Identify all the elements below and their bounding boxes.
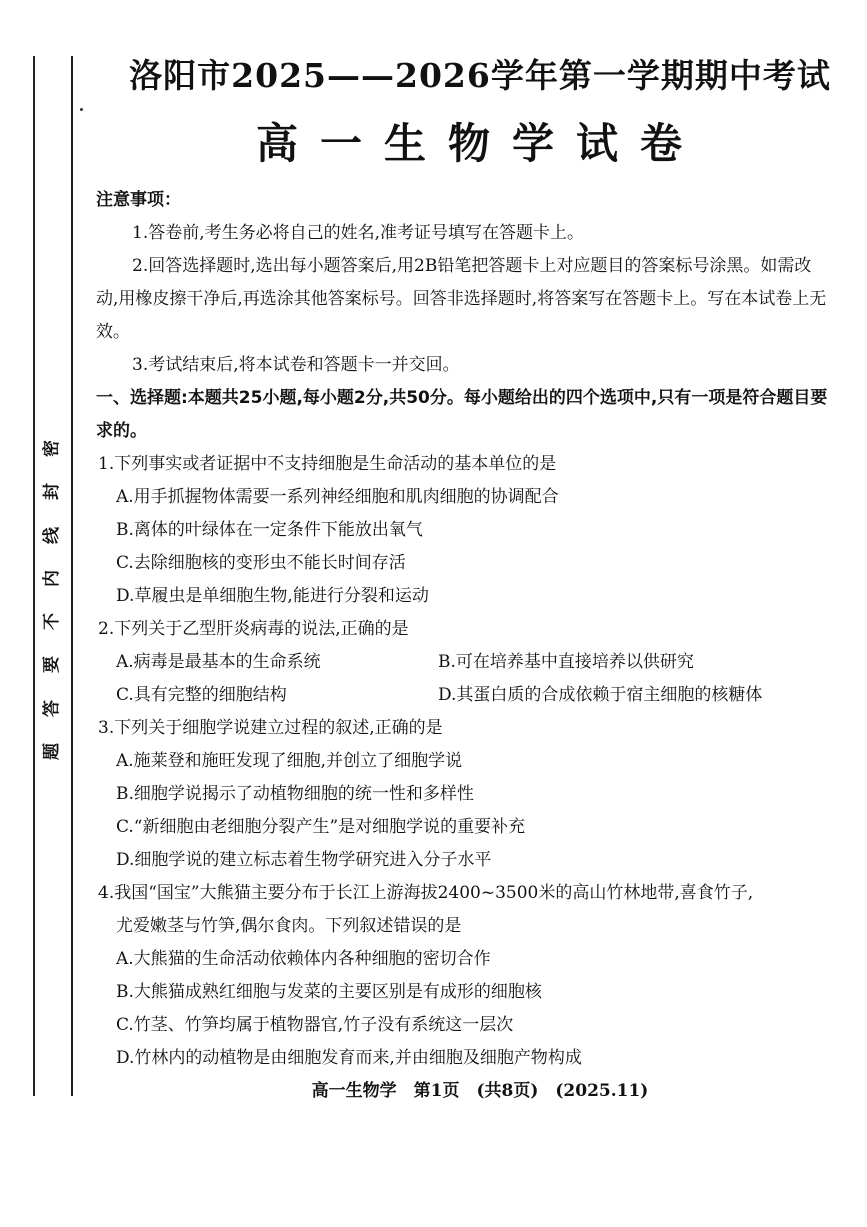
- question-option: D.细胞学说的建立标志着生物学研究进入分子水平: [116, 850, 492, 870]
- question-option: A.施莱登和施旺发现了细胞,并创立了细胞学说: [116, 751, 463, 771]
- question-stem: 1.下列事实或者证据中不支持细胞是生命活动的基本单位的是: [98, 454, 557, 474]
- question-stem: 4.我国“国宝”大熊猫主要分布于长江上游海拔2400~3500米的高山竹林地带,喜食竹子,: [98, 883, 754, 903]
- question-option: A.用手抓握物体需要一系列神经细胞和肌肉细胞的协调配合: [116, 487, 559, 507]
- seal-char: 线: [41, 526, 62, 544]
- seal-char: 答: [41, 699, 62, 717]
- note-item: 2.回答选择题时,选出每小题答案后,用2B铅笔把答题卡上对应题目的答案标号涂黑。如需改动,用橡皮擦干净后,再选涂其他答案标号。回答非选择题时,将答案写在答题卡上。写在本试卷上无效。: [96, 256, 827, 342]
- exam-subtitle: 高一生物学试卷: [255, 119, 704, 168]
- question-stem: 3.下列关于细胞学说建立过程的叙述,正确的是: [98, 718, 443, 738]
- question-option: C.去除细胞核的变形虫不能长时间存活: [116, 553, 406, 573]
- page-footer: 高一生物学 第1页 (共8页) (2025.11): [311, 1081, 649, 1101]
- question-stem: 2.下列关于乙型肝炎病毒的说法,正确的是: [98, 619, 409, 639]
- question-option: B.大熊猫成熟红细胞与发菜的主要区别是有成形的细胞核: [116, 982, 542, 1002]
- binding-line-inner: [71, 56, 73, 1096]
- question-option: D.草履虫是单细胞生物,能进行分裂和运动: [116, 586, 429, 606]
- option-row: [96, 646, 832, 679]
- scan-dot: [80, 108, 83, 111]
- seal-char: 不: [41, 613, 62, 631]
- question-option: A.大熊猫的生命活动依赖体内各种细胞的密切合作: [116, 949, 491, 969]
- seal-char: 要: [41, 656, 62, 674]
- seal-char: 密: [41, 440, 62, 457]
- question-option: B.细胞学说揭示了动植物细胞的统一性和多样性: [116, 784, 474, 804]
- exam-content: [96, 184, 832, 1075]
- seal-char: 封: [41, 483, 62, 501]
- question-option: D.竹林内的动植物是由细胞发育而来,并由细胞及细胞产物构成: [116, 1048, 582, 1068]
- question-stem-continued: 尤爱嫩茎与竹笋,偶尔食肉。下列叙述错误的是: [116, 916, 462, 936]
- seal-char: 内: [41, 569, 62, 587]
- note-item: 3.考试结束后,将本试卷和答题卡一并交回。: [132, 355, 460, 375]
- question-option: B.可在培养基中直接培养以供研究: [438, 652, 694, 672]
- question-option: D.其蛋白质的合成依赖于宿主细胞的核糖体: [438, 685, 763, 705]
- seal-line-text: [36, 440, 68, 760]
- notes-heading: 注意事项：: [96, 190, 181, 210]
- note-item: 1.答卷前,考生务必将自己的姓名,准考证号填写在答题卡上。: [132, 223, 585, 243]
- question-option: C.具有完整的细胞结构: [116, 685, 287, 705]
- binding-line-outer: [33, 56, 35, 1096]
- seal-char: 题: [41, 742, 62, 760]
- question-option: C.“新细胞由老细胞分裂产生”是对细胞学说的重要补充: [116, 817, 526, 837]
- section-heading: 一、选择题:本题共25小题,每小题2分,共50分。每小题给出的四个选项中,只有一项是符合题目要求的。: [96, 388, 828, 441]
- question-option: C.竹茎、竹笋均属于植物器官,竹子没有系统这一层次: [116, 1015, 514, 1035]
- exam-title: 洛阳市2025——2026学年第一学期期中考试: [129, 56, 831, 95]
- question-option: B.离体的叶绿体在一定条件下能放出氧气: [116, 520, 423, 540]
- question-option: A.病毒是最基本的生命系统: [116, 652, 321, 672]
- option-row: [96, 679, 832, 712]
